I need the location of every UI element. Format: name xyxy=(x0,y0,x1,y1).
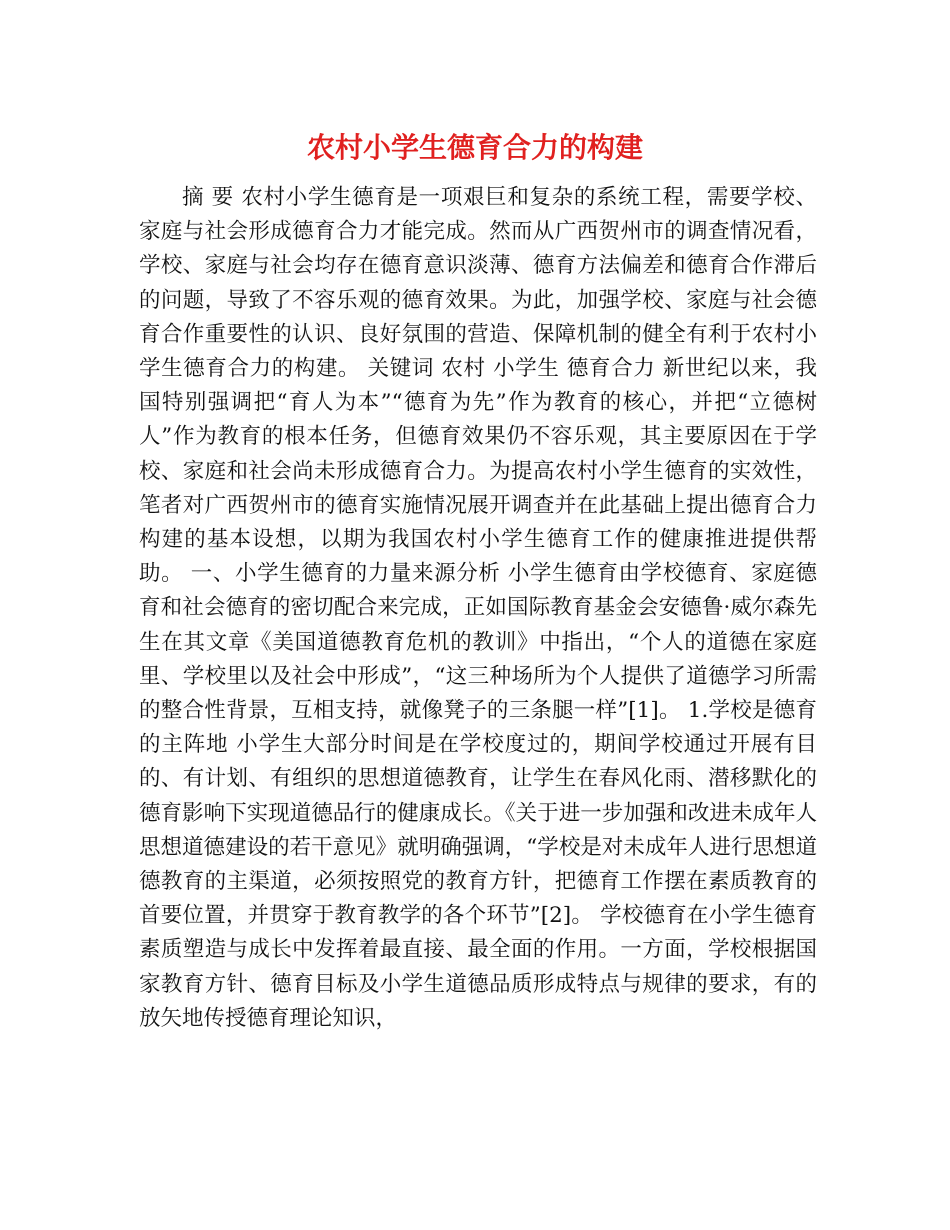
document-body: 摘 要 农村小学生德育是一项艰巨和复杂的系统工程，需要学校、家庭与社会形成德育合力才能完成。然而从广西贺州市的调查情况看，学校、家庭与社会均存在德育意识淡薄、德育方法偏差和德育合作滞后的问题，导致了不容乐观的德育效果。为此，加强学校、家庭与社会德育合作重要性的认识、良好氛围的营造、保障机制的健全有利于农村小学生德育合力的构建。 关键词 农村 小学生 德育合力 新世纪以来，我国特别强调把“育人为本”“德育为先”作为教育的核心，并把“立德树人”作为教育的根本任务，但德育效果仍不容乐观，其主要原因在于学校、家庭和社会尚未形成德育合力。为提高农村小学生德育的实效性，笔者对广西贺州市的德育实施情况展开调查并在此基础上提出德育合力构建的基本设想，以期为我国农村小学生德育工作的健康推进提供帮助。 一、小学生德育的力量来源分析 小学生德育由学校德育、家庭德育和社会德育的密切配合来完成，正如国际教育基金会安德鲁·威尔森先生在其文章《美国道德教育危机的教训》中指出，“个人的道德在家庭里、学校里以及社会中形成”，“这三种场所为个人提供了道德学习所需的整合性背景，互相支持，就像凳子的三条腿一样”[1]。 1.学校是德育的主阵地 小学生大部分时间是在学校度过的，期间学校通过开展有目的、有计划、有组织的思想道德教育，让学生在春风化雨、潜移默化的德育影响下实现道德品行的健康成长。《关于进一步加强和改进未成年人思想道德建设的若干意见》就明确强调，“学校是对未成年人进行思想道德教育的主渠道，必须按照党的教育方针，把德育工作摆在素质教育的首要位置，并贯穿于教育教学的各个环节”[2]。 学校德育在小学生德育素质塑造与成长中发挥着最直接、最全面的作用。一方面，学校根据国家教育方针、德育目标及小学生道德品质形成特点与规律的要求，有的放矢地传授德育理论知识， xyxy=(139,185,817,1031)
document-title: 农村小学生德育合力的构建 xyxy=(306,131,643,164)
